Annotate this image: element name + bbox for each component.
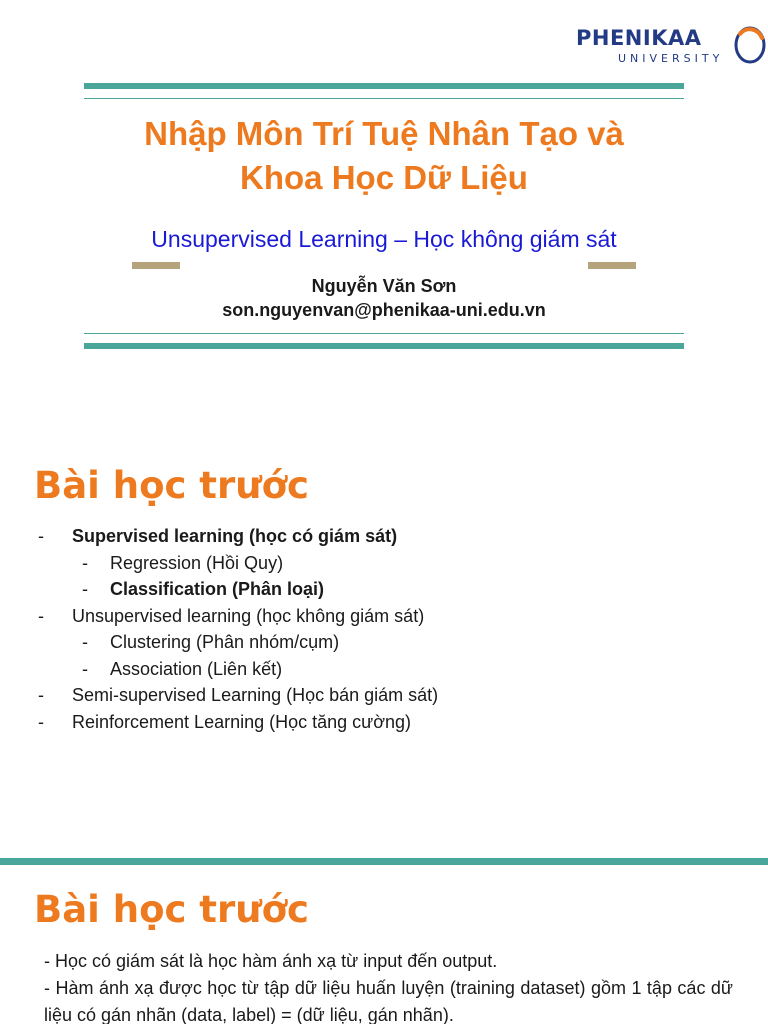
list-item <box>38 576 738 603</box>
paragraph-1: - Học có giám sát là học hàm ánh xạ từ input đến output. <box>44 951 498 971</box>
author-email: son.nguyenvan@phenikaa-uni.edu.vn <box>222 300 546 320</box>
list-item-text: Clustering (Phân nhóm/cụm) <box>110 632 340 652</box>
bullet-dash: - <box>82 658 88 679</box>
previous-lesson-slide <box>0 430 768 858</box>
logo-ring-icon <box>732 24 768 66</box>
bullet-list <box>38 523 738 735</box>
body-paragraph <box>44 948 733 1024</box>
title-slide <box>0 0 768 430</box>
previous-lesson-detail-slide <box>0 858 768 1024</box>
list-item-text: Reinforcement Learning (Học tăng cường) <box>72 711 412 732</box>
logo-subtitle: UNIVERSITY <box>618 52 724 65</box>
list-item <box>38 629 738 656</box>
slide-top-bar <box>0 858 768 865</box>
slide-title <box>84 112 684 200</box>
author-name: Nguyễn Văn Sơn <box>311 276 457 296</box>
paragraph-2: - Hàm ánh xạ được học từ tập dữ liệu huấn luyện (training dataset) gồm 1 tập các dữ liệu có gán nhãn (data, label) = (dữ liệu, gán nhãn). <box>44 978 733 1024</box>
bullet-dash: - <box>82 552 88 573</box>
bottom-divider-thin <box>84 333 684 334</box>
bullet-dash: - <box>38 526 44 546</box>
logo-wordmark: PHENIKAA <box>576 26 702 50</box>
list-item-text: Semi-supervised Learning (Học bán giám sát) <box>72 685 439 705</box>
list-item-text: Classification (Phân loại) <box>110 579 325 599</box>
bullet-dash: - <box>38 711 44 732</box>
list-item <box>38 709 738 736</box>
list-item-text: Unsupervised learning (học không giám sát) <box>72 605 425 626</box>
top-divider-thick <box>84 83 684 89</box>
tan-accent-left <box>132 262 180 269</box>
list-item <box>38 523 738 550</box>
bullet-dash: - <box>38 685 44 705</box>
author-block <box>84 274 684 322</box>
top-divider-thin <box>84 98 684 99</box>
bottom-divider-thick <box>84 343 684 349</box>
list-item <box>38 603 738 630</box>
bullet-dash: - <box>38 605 44 626</box>
title-line-1: Nhập Môn Trí Tuệ Nhân Tạo và <box>144 115 624 152</box>
slide-subtitle: Unsupervised Learning – Học không giám sát <box>151 226 617 252</box>
list-item-text: Supervised learning (học có giám sát) <box>72 526 398 546</box>
list-item <box>38 682 738 709</box>
phenikaa-logo <box>574 22 768 68</box>
list-item <box>38 550 738 577</box>
bullet-dash: - <box>82 579 88 599</box>
section-heading: Bài học trước <box>34 464 309 507</box>
title-line-2: Khoa Học Dữ Liệu <box>240 159 528 196</box>
list-item-text: Association (Liên kết) <box>110 658 283 679</box>
tan-accent-right <box>588 262 636 269</box>
list-item <box>38 656 738 683</box>
bullet-dash: - <box>82 632 88 652</box>
list-item-text: Regression (Hồi Quy) <box>110 552 284 573</box>
section-heading: Bài học trước <box>34 888 309 931</box>
